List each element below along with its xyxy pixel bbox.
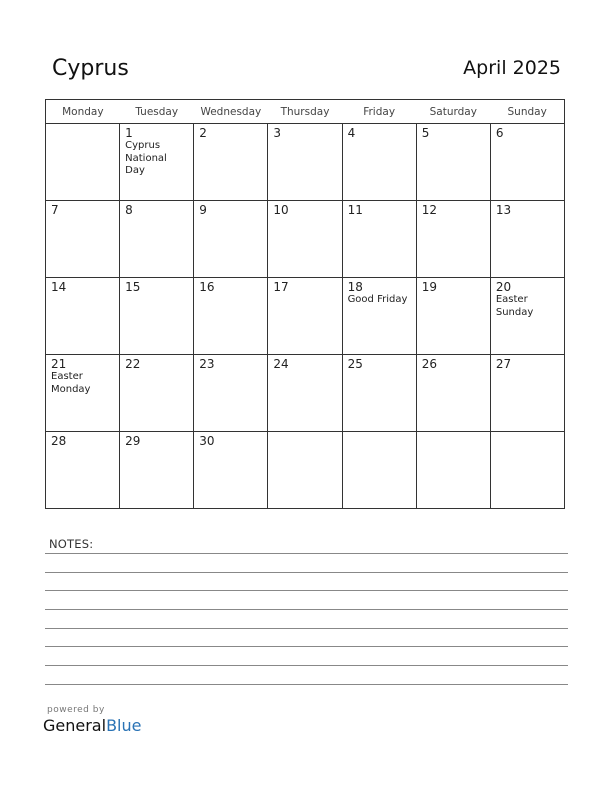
day-number: 29 (125, 434, 141, 448)
day-cell (194, 201, 268, 278)
powered-by-text: powered by (47, 705, 105, 715)
day-number: 10 (273, 203, 289, 217)
holiday-label: Easter Sunday (495, 294, 534, 318)
weekday-saturday: Saturday (416, 100, 490, 124)
week-row (46, 201, 565, 278)
day-cell (416, 201, 490, 278)
note-line (45, 590, 568, 591)
day-cell (268, 278, 342, 355)
week-row (46, 124, 565, 201)
day-cell (342, 355, 416, 432)
day-cell (120, 201, 194, 278)
day-number: 5 (421, 126, 430, 140)
day-number: 23 (199, 357, 215, 371)
holiday-label: Easter Monday (51, 371, 91, 395)
week-row (46, 432, 565, 509)
weekday-monday: Monday (46, 100, 120, 124)
day-cell (490, 278, 564, 355)
country-title: Cyprus (52, 56, 129, 81)
day-cell (194, 432, 268, 509)
day-number: 21 (51, 357, 67, 371)
weekday-wednesday: Wednesday (194, 100, 268, 124)
weekday-tuesday: Tuesday (120, 100, 194, 124)
day-number: 16 (199, 280, 215, 294)
week-row (46, 355, 565, 432)
day-number: 11 (347, 203, 363, 217)
note-line (45, 553, 568, 554)
weekday-sunday: Sunday (490, 100, 564, 124)
brand-blue: Blue (106, 716, 142, 735)
day-number: 8 (125, 203, 133, 217)
note-line (45, 665, 568, 666)
weekday-header-row (46, 100, 565, 124)
brand-logo[interactable] (43, 716, 141, 735)
day-cell (490, 124, 564, 201)
day-number: 28 (51, 434, 67, 448)
notes-label: NOTES: (49, 537, 94, 551)
day-cell (46, 432, 120, 509)
day-cell (194, 124, 268, 201)
day-cell (416, 278, 490, 355)
day-cell (46, 355, 120, 432)
note-line (45, 572, 568, 573)
day-cell (490, 201, 564, 278)
day-cell (120, 432, 194, 509)
day-number: 17 (273, 280, 289, 294)
holiday-label: Cyprus National Day (125, 140, 167, 176)
week-row (46, 278, 565, 355)
day-cell (194, 355, 268, 432)
day-cell (342, 124, 416, 201)
day-number: 18 (347, 280, 363, 294)
day-cell (268, 432, 342, 509)
day-cell (46, 278, 120, 355)
day-number: 7 (51, 203, 59, 217)
day-number: 24 (273, 357, 289, 371)
day-number: 6 (495, 126, 504, 140)
day-number: 25 (347, 357, 363, 371)
month-title: April 2025 (463, 57, 561, 79)
day-number: 30 (199, 434, 215, 448)
day-number: 26 (421, 357, 437, 371)
day-number: 2 (199, 126, 207, 140)
day-cell (490, 432, 564, 509)
note-line (45, 628, 568, 629)
note-line (45, 646, 568, 647)
day-cell (120, 278, 194, 355)
day-number: 3 (273, 126, 282, 140)
day-cell (268, 201, 342, 278)
day-cell (46, 201, 120, 278)
day-number: 22 (125, 357, 141, 371)
day-number: 20 (495, 280, 512, 294)
day-number: 15 (125, 280, 141, 294)
day-cell (46, 124, 120, 201)
calendar-grid (45, 99, 565, 509)
holiday-label: Good Friday (347, 294, 408, 305)
day-cell (342, 201, 416, 278)
day-number: 27 (495, 357, 512, 371)
day-cell (342, 278, 416, 355)
weekday-thursday: Thursday (268, 100, 342, 124)
brand-general: General (43, 716, 107, 735)
day-cell (268, 355, 342, 432)
day-cell (120, 355, 194, 432)
day-number: 13 (495, 203, 512, 217)
day-cell (120, 124, 194, 201)
day-number: 1 (125, 126, 133, 140)
day-number: 9 (199, 203, 207, 217)
day-number: 12 (421, 203, 437, 217)
day-cell (416, 124, 490, 201)
note-line (45, 609, 568, 610)
day-number: 14 (51, 280, 67, 294)
weekday-friday: Friday (342, 100, 416, 124)
day-number: 19 (421, 280, 437, 294)
day-cell (416, 355, 490, 432)
day-cell (416, 432, 490, 509)
day-number: 4 (347, 126, 356, 140)
note-line (45, 684, 568, 685)
day-cell (194, 278, 268, 355)
day-cell (490, 355, 564, 432)
day-cell (268, 124, 342, 201)
day-cell (342, 432, 416, 509)
